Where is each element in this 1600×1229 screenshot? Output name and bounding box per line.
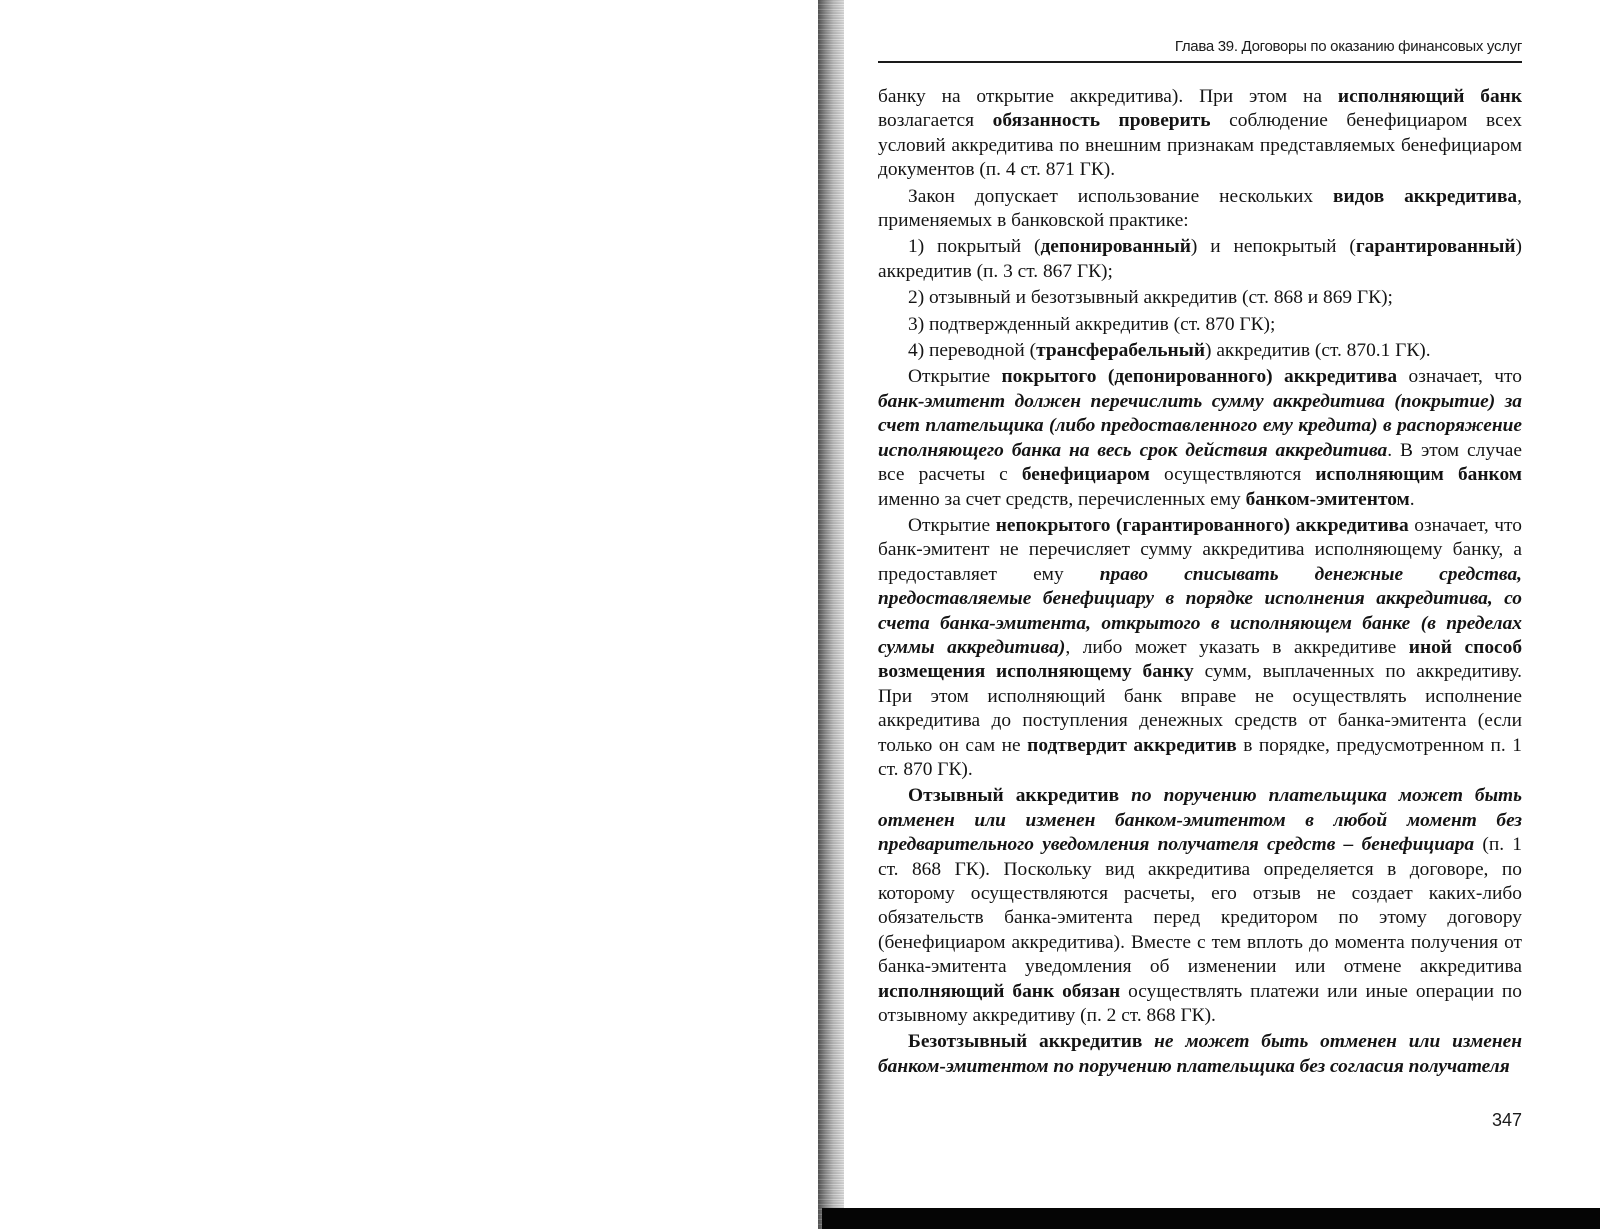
bold-term: депонированный bbox=[1040, 236, 1191, 258]
bold-italic-emphasis: не может быть отменен или изменен банком-эмитентом по поручению плательщика без согласия получателя bbox=[878, 1031, 1522, 1077]
text-run: 3) подтвержденный аккредитив (ст. 870 ГК); bbox=[908, 313, 1276, 335]
text-run: ) аккредитив (п. 3 ст. 867 ГК); bbox=[878, 236, 1522, 282]
bold-term: исполняющим банком bbox=[1315, 464, 1522, 486]
text-run: , либо может указать в аккредитиве bbox=[1065, 636, 1409, 658]
bold-term: Безотзывный аккредитив bbox=[908, 1031, 1143, 1053]
bold-term: иной способ возмещения исполняющему банку bbox=[878, 636, 1523, 683]
bold-term: бенефициаром bbox=[1021, 464, 1150, 486]
paragraph bbox=[878, 339, 1522, 363]
bold-term: банком-эмитентом bbox=[1245, 488, 1410, 510]
text-run: означает, что банк-эмитент не перечисляет сумму аккредитива исполняющему банку, а предоставляет ему bbox=[878, 514, 1522, 585]
text-run: . bbox=[1409, 488, 1415, 510]
text-run: соблюдение бенефициаром всех условий аккредитива по внешним признакам представляемых бенефициаром документов (п. 4 ст. 871 ГК). bbox=[878, 110, 1522, 181]
bold-term: видов аккредитива bbox=[1333, 185, 1518, 207]
paragraph bbox=[878, 784, 1522, 1028]
bold-italic-emphasis: право списывать денежные средства, предоставляемые бенефициару в порядке исполнения аккредитива, со счета банка-эмитента, открытого в исполняющем банке (в пределах суммы аккредитива) bbox=[878, 563, 1522, 658]
text-run: ) и непокрытый ( bbox=[1190, 236, 1356, 258]
scan-bottom-edge bbox=[822, 1208, 1600, 1229]
paragraph bbox=[878, 185, 1522, 234]
paragraph bbox=[878, 1030, 1522, 1079]
text-run: сумм, выплаченных по аккредитиву. При этом исполняющий банк вправе не осуществлять исполнение аккредитива до поступления денежных средств от банка-эмитента (если только он сам не bbox=[878, 661, 1522, 756]
text-run: именно за счет средств, перечисленных ему bbox=[878, 488, 1246, 510]
text-run: 4) переводной ( bbox=[908, 340, 1037, 362]
bold-italic-emphasis: банк-эмитент должен перечислить сумму аккредитива (покрытие) за счет плательщика (либо предоставленного ему кредита) в распоряжение исполняющего банка на весь срок действия аккредитива bbox=[878, 390, 1522, 461]
bold-term: Отзывный аккредитив bbox=[908, 785, 1120, 807]
text-run bbox=[1119, 785, 1131, 806]
bold-term: исполняющий банк bbox=[1337, 86, 1522, 107]
bold-term: непокрытого (гарантированного) аккредитива bbox=[995, 514, 1409, 536]
paragraph bbox=[878, 85, 1522, 183]
paragraph bbox=[878, 235, 1522, 284]
text-run: возлагается bbox=[878, 110, 993, 132]
bold-italic-emphasis: по поручению плательщика может быть отменен или изменен банком-эмитентом в любой момент без предварительного уведомления получателя средств – бенефициара bbox=[878, 785, 1522, 856]
text-run bbox=[1142, 1031, 1154, 1052]
book-spine-shadow bbox=[818, 0, 844, 1229]
page-number: 347 bbox=[1491, 1110, 1522, 1130]
paragraph bbox=[878, 365, 1522, 511]
text-run: , применяемых в банковской практике: bbox=[878, 185, 1522, 232]
text-run: Открытие bbox=[908, 514, 996, 536]
paragraph bbox=[878, 514, 1522, 782]
bold-term: обязанность проверить bbox=[992, 110, 1211, 132]
bold-term: трансферабельный bbox=[1036, 340, 1206, 362]
text-run: в порядке, предусмотренном п. 1 ст. 870 ГК). bbox=[878, 734, 1522, 780]
text-run: осуществляются bbox=[1149, 464, 1316, 486]
text-run: Открытие bbox=[908, 366, 1002, 388]
text-run: Закон допускает использование нескольких bbox=[908, 185, 1334, 207]
text-run: ) аккредитив (ст. 870.1 ГК). bbox=[1205, 340, 1431, 362]
text-run: банку на открытие аккредитива). При этом на bbox=[878, 86, 1338, 107]
paragraph bbox=[878, 313, 1522, 337]
text-run: 2) отзывный и безотзывный аккредитив (ст. 868 и 869 ГК); bbox=[908, 287, 1393, 309]
running-header: Глава 39. Договоры по оказанию финансовых услуг bbox=[878, 38, 1522, 63]
text-run: (п. 1 ст. 868 ГК). Поскольку вид аккредитива определяется в договоре, по которому осуществляются расчеты, его отзыв не создает каких-либо обязательств банка-эмитента перед кредитором по этому договору (бенефициаром аккредитива). Вместе с тем вплоть до момента получения от банка-эмитента уведомления об изменении или отмене аккредитива bbox=[878, 834, 1523, 978]
bold-term: гарантированный bbox=[1355, 236, 1516, 258]
text-run: . В этом случае все расчеты с bbox=[878, 439, 1522, 486]
text-run: 1) покрытый ( bbox=[908, 236, 1041, 258]
page-body-text bbox=[878, 85, 1522, 1079]
paragraph bbox=[878, 286, 1522, 310]
text-run: осуществлять платежи или иные операции по отзывному аккредитиву (п. 2 ст. 868 ГК). bbox=[878, 980, 1522, 1027]
bold-term: исполняющий банк обязан bbox=[878, 980, 1121, 1002]
bold-term: подтвердит аккредитив bbox=[1027, 734, 1237, 756]
text-run: означает, что bbox=[1397, 366, 1522, 388]
bold-term: покрытого (депонированного) аккредитива bbox=[1001, 366, 1398, 388]
book-page bbox=[878, 38, 1522, 1081]
